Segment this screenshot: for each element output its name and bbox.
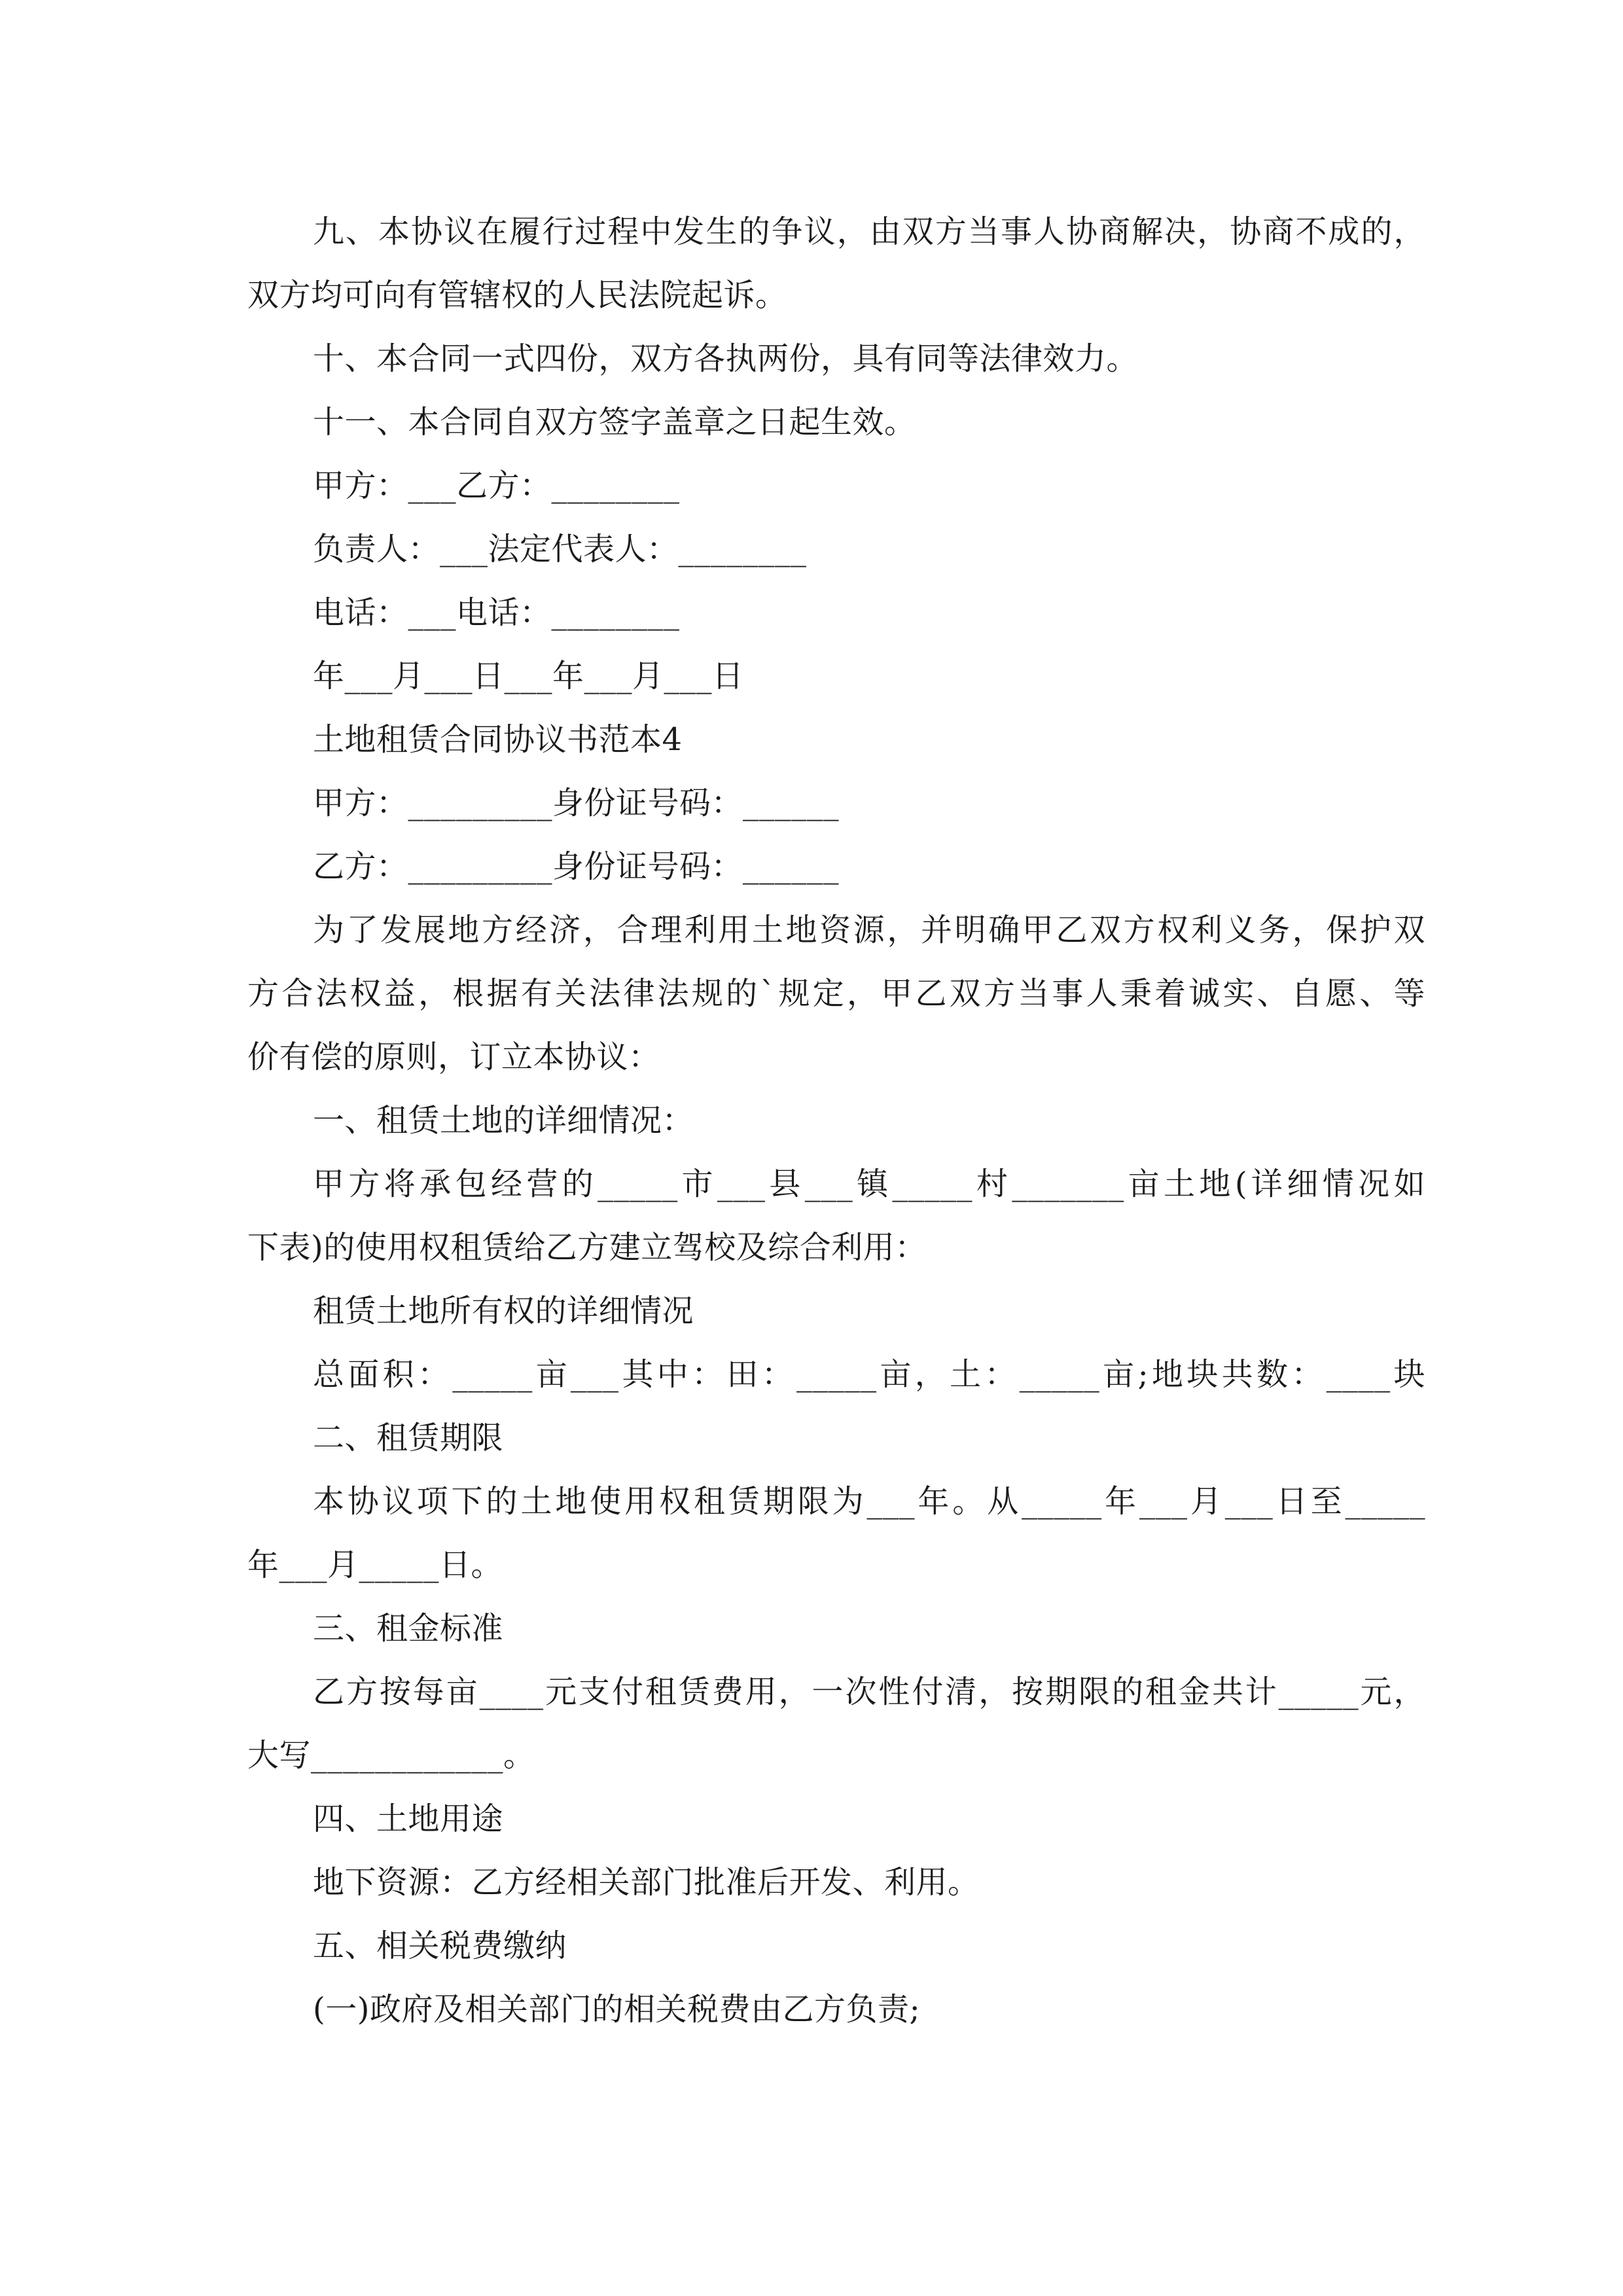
text-line: 甲方：_________身份证号码：______ (313, 785, 840, 821)
text-line: (一)政府及相关部门的相关税费由乙方负责; (313, 1991, 921, 2028)
text-line: 乙方：_________身份证号码：______ (313, 848, 840, 885)
text-line: 价有偿的原则，订立本协议： (247, 1039, 660, 1075)
text-line: 本协议项下的土地使用权租赁期限为___年。从_____年___月___日至_____ (313, 1483, 1425, 1520)
text-line: 九、本协议在履行过程中发生的争议，由双方当事人协商解决，协商不成的， (313, 213, 1425, 250)
text-line: 甲方：___乙方：________ (313, 467, 680, 504)
document-body (247, 200, 1425, 2041)
text-line: 双方均可向有管辖权的人民法院起诉。 (247, 277, 787, 314)
text-line: 为了发展地方经济，合理利用土地资源，并明确甲乙双方权利义务，保护双 (313, 912, 1425, 948)
text-line: 二、租赁期限 (313, 1420, 504, 1456)
text-line: 年___月___日___年___月___日 (313, 658, 744, 694)
text-line: 方合法权益，根据有关法律法规的`规定，甲乙双方当事人秉着诚实、自愿、等 (247, 975, 1425, 1012)
text-line: 大写____________。 (247, 1737, 535, 1774)
text-line: 三、租金标准 (313, 1610, 504, 1647)
text-line: 一、租赁土地的详细情况： (313, 1102, 694, 1139)
text-line: 负责人：___法定代表人：________ (313, 531, 807, 567)
text-line: 租赁土地所有权的详细情况 (313, 1293, 694, 1329)
text-line: 年___月_____日。 (247, 1547, 503, 1583)
text-line: 甲方将承包经营的_____市___县___镇_____村_______亩土地(详细情况如 (313, 1166, 1425, 1202)
text-line: 五、相关税费缴纳 (313, 1928, 567, 1964)
text-line: 四、土地用途 (313, 1801, 504, 1837)
text-line: 乙方按每亩____元支付租赁费用，一次性付清，按期限的租金共计_____元， (313, 1674, 1425, 1710)
text-line: 电话：___电话：________ (313, 594, 680, 631)
text-line: 下表)的使用权租赁给乙方建立驾校及综合利用： (247, 1229, 927, 1266)
text-line: 地下资源：乙方经相关部门批准后开发、利用。 (313, 1864, 980, 1901)
text-line: 总面积：_____亩___其中：田：_____亩，土：_____亩;地块共数：____块 (313, 1356, 1425, 1393)
text-line: 十、本合同一式四份，双方各执两份，具有同等法律效力。 (313, 340, 1139, 377)
text-line: 十一、本合同自双方签字盖章之日起生效。 (313, 404, 916, 440)
text-line: 土地租赁合同协议书范本4 (313, 721, 683, 758)
